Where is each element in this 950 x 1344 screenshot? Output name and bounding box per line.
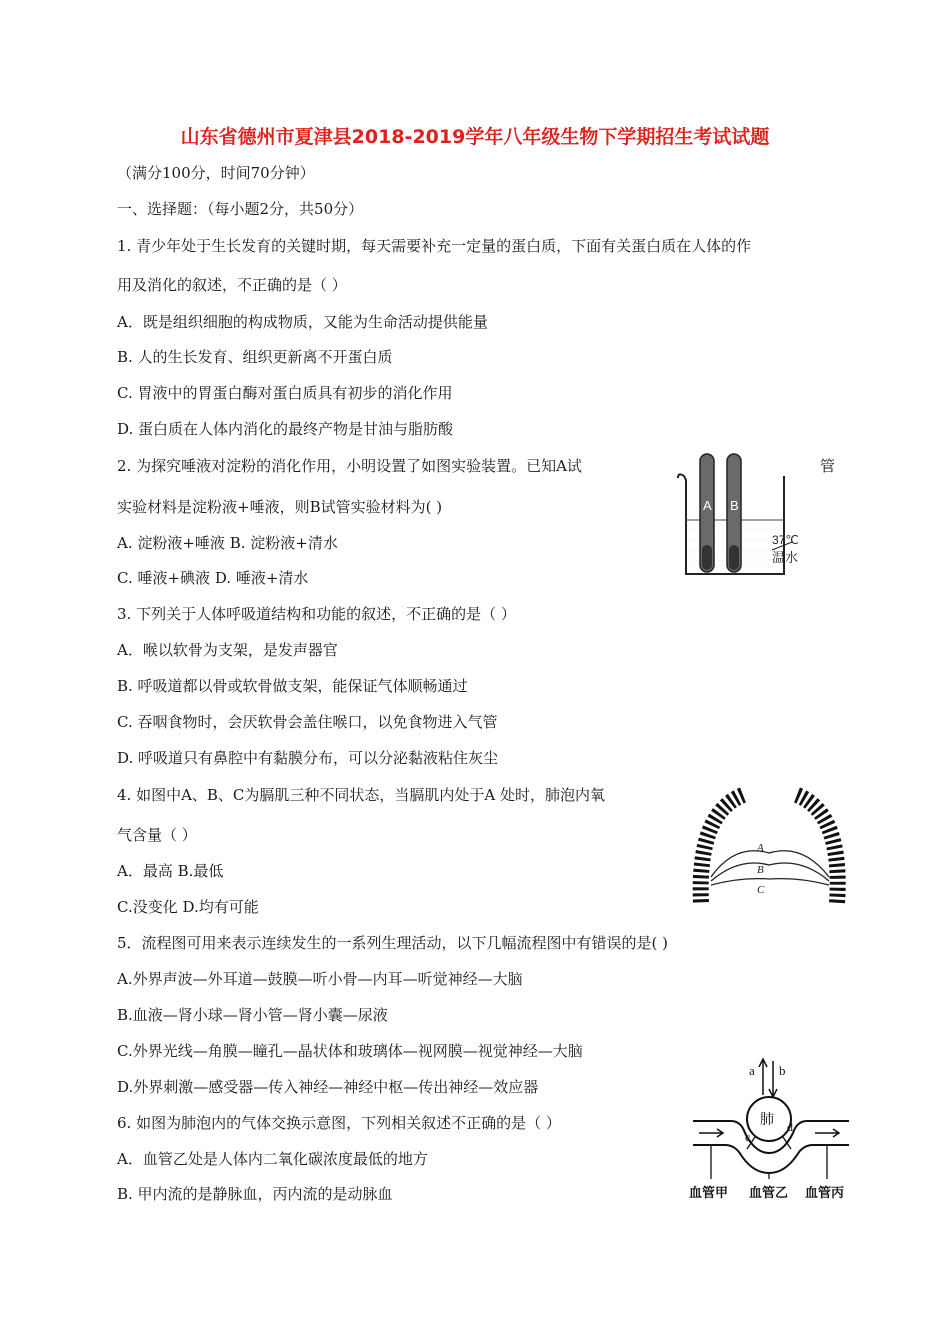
q2-options-cd: C. 唾液+碘液 D. 唾液+清水 bbox=[117, 569, 309, 587]
tube-a-label: A bbox=[703, 498, 712, 513]
section-heading: 一、选择题：（每小题2分，共50分） bbox=[117, 200, 364, 218]
right-rib bbox=[797, 795, 838, 903]
lung-label: 肺 bbox=[760, 1112, 774, 1128]
q2-stem-line1: 2. 为探究唾液对淀粉的消化作用，小明设置了如图实验装置。已知A试 bbox=[117, 457, 582, 475]
tube-a-liquid bbox=[702, 545, 712, 570]
q1-option-a: A．既是组织细胞的构成物质，又能为生命活动提供能量 bbox=[117, 313, 488, 331]
temp-label: 37℃ bbox=[772, 533, 799, 547]
diaphragm-figure bbox=[685, 785, 855, 915]
q5-option-b: B.血液—肾小球—肾小管—肾小囊—尿液 bbox=[117, 1006, 388, 1024]
left-rib bbox=[701, 795, 743, 903]
q1-option-b: B. 人的生长发育、组织更新离不开蛋白质 bbox=[117, 348, 393, 366]
page-title: 山东省德州市夏津县2018-2019学年八年级生物下学期招生考试试题 bbox=[180, 126, 770, 148]
exam-info: （满分100分，时间70分钟） bbox=[117, 164, 315, 182]
q3-option-c: C. 吞咽食物时，会厌软骨会盖住喉口，以免食物进入气管 bbox=[117, 713, 498, 731]
q1-option-d: D. 蛋白质在人体内消化的最终产物是甘油与脂肪酸 bbox=[117, 420, 454, 438]
tube-b-label: B bbox=[730, 498, 739, 513]
alveolus-figure bbox=[685, 1055, 857, 1205]
label-a: A bbox=[757, 842, 764, 854]
q1-option-c: C. 胃液中的胃蛋白酶对蛋白质具有初步的消化作用 bbox=[117, 384, 453, 402]
q5-stem: 5．流程图可用来表示连续发生的一系列生理活动，以下几幅流程图中有错误的是( ) bbox=[117, 934, 669, 952]
q6-option-a: A．血管乙处是人体内二氧化碳浓度最低的地方 bbox=[117, 1150, 428, 1168]
vessel-2-label: 血管乙 bbox=[749, 1186, 789, 1201]
q4-options-ab: A．最高 B.最低 bbox=[117, 862, 224, 880]
tube-b-liquid bbox=[729, 545, 739, 570]
vessel-1-label: 血管甲 bbox=[689, 1186, 729, 1201]
q5-option-d: D.外界刺激—感受器—传入神经—神经中枢—传出神经—效应器 bbox=[117, 1078, 539, 1096]
q1-stem-line2: 用及消化的叙述，不正确的是（ ） bbox=[117, 276, 347, 294]
vessel-bottom bbox=[693, 1145, 849, 1173]
q3-option-a: A．喉以软骨为支架，是发声器官 bbox=[117, 641, 338, 659]
label-a: a bbox=[749, 1063, 755, 1078]
q2-stem-line2: 实验材料是淀粉液+唾液，则B试管实验材料为( ) bbox=[117, 498, 443, 516]
label-c: c bbox=[745, 1130, 751, 1144]
q1-stem-line1: 1. 青少年处于生长发育的关键时期，每天需要补充一定量的蛋白质，下面有关蛋白质在人体的作 bbox=[117, 237, 752, 255]
q6-stem: 6. 如图为肺泡内的气体交换示意图，下列相关叙述不正确的是（ ） bbox=[117, 1114, 561, 1132]
diaphragm-c bbox=[711, 879, 829, 885]
beaker-figure bbox=[672, 450, 822, 582]
label-d: d bbox=[787, 1120, 793, 1134]
q5-option-c: C.外界光线—角膜—瞳孔—晶状体和玻璃体—视网膜—视觉神经—大脑 bbox=[117, 1042, 583, 1060]
water-label: 温水 bbox=[772, 551, 799, 566]
label-b: b bbox=[779, 1063, 786, 1078]
q6-option-b: B. 甲内流的是静脉血，丙内流的是动脉血 bbox=[117, 1185, 393, 1203]
q4-stem-line1: 4. 如图中A、B、C为膈肌三种不同状态，当膈肌内处于A 处时，肺泡内氧 bbox=[117, 786, 606, 804]
q2-stem-tail: 管 bbox=[820, 457, 836, 475]
q3-stem: 3. 下列关于人体呼吸道结构和功能的叙述，不正确的是（ ） bbox=[117, 605, 516, 623]
q3-option-d: D. 呼吸道只有鼻腔中有黏膜分布，可以分泌黏液粘住灰尘 bbox=[117, 749, 499, 767]
q5-option-a: A.外界声波—外耳道—鼓膜—听小骨—内耳—听觉神经—大脑 bbox=[117, 970, 523, 988]
q4-options-cd: C.没变化 D.均有可能 bbox=[117, 898, 259, 916]
diaphragm-a bbox=[711, 851, 829, 877]
q3-option-b: B. 呼吸道都以骨或软骨做支架，能保证气体顺畅通过 bbox=[117, 677, 468, 695]
vessel-3-label: 血管丙 bbox=[805, 1186, 845, 1201]
label-c: C bbox=[757, 884, 765, 896]
q2-options-ab: A. 淀粉液+唾液 B. 淀粉液+清水 bbox=[117, 534, 338, 552]
label-b: B bbox=[757, 864, 764, 876]
q4-stem-line2: 气含量（ ） bbox=[117, 826, 197, 844]
